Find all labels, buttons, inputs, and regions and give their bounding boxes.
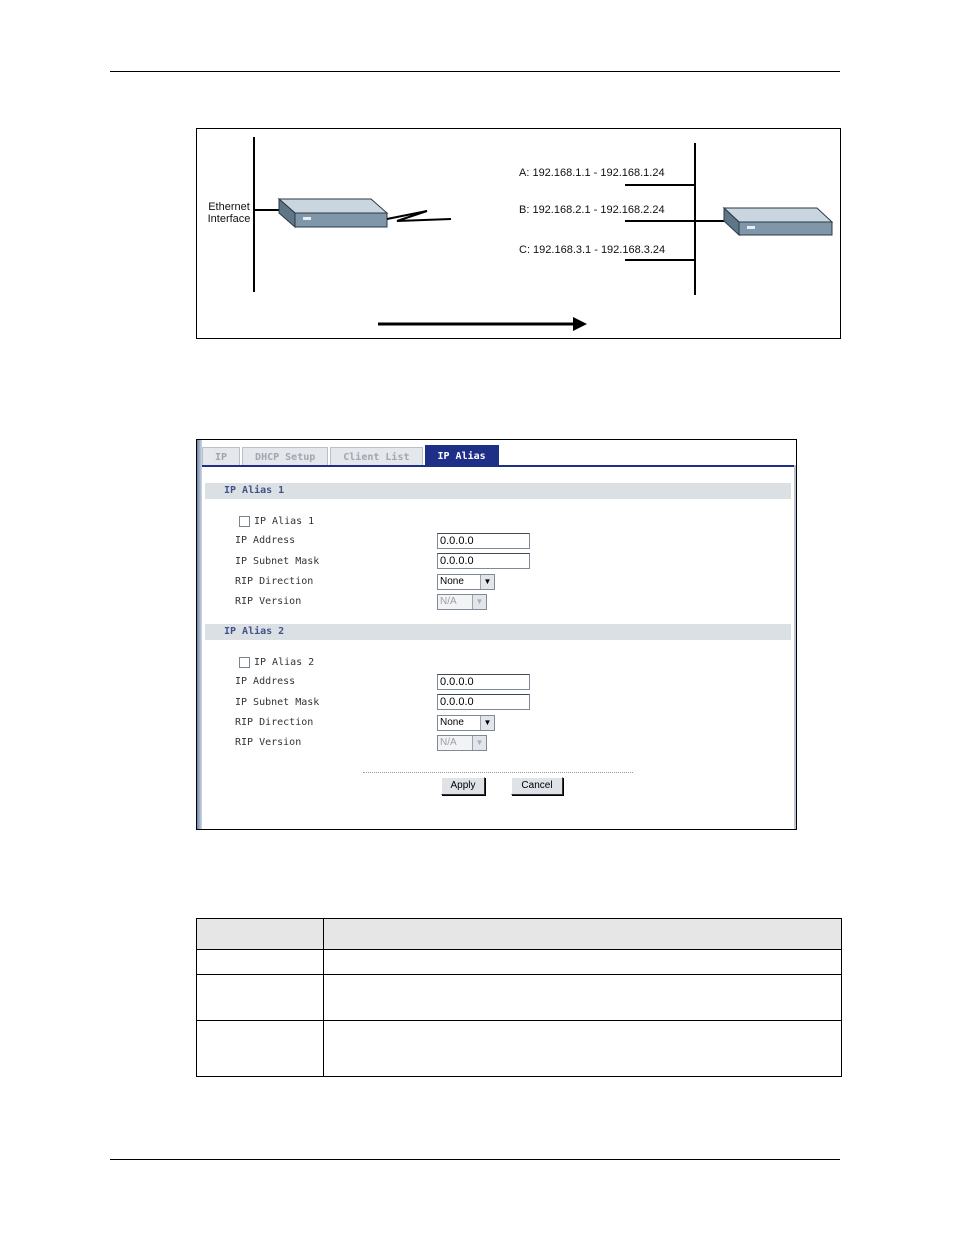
ip-alias-network-diagram	[196, 128, 841, 339]
ip-address-label: IP Address	[235, 535, 296, 546]
network-c-label: C: 192.168.3.1 - 192.168.3.24	[519, 244, 666, 256]
wan-link-zigzag	[387, 211, 451, 221]
table-row	[197, 950, 842, 975]
field-description-table	[196, 918, 842, 1077]
table-header-row	[197, 919, 842, 950]
table-cell	[197, 1021, 324, 1077]
ip-alias-2-rip-version-select	[437, 735, 487, 751]
network-b-label: B: 192.168.2.1 - 192.168.2.24	[519, 204, 665, 216]
chevron-down-icon: ▼	[472, 595, 486, 609]
left-frame-bar	[197, 440, 202, 829]
ip-alias-1-checkbox-label: IP Alias 1	[254, 516, 315, 527]
tab-ip-alias[interactable]: IP Alias	[425, 445, 499, 466]
ip-alias-1-checkbox-row	[239, 516, 314, 527]
rip-direction-value: None	[440, 576, 464, 587]
network-a-label: A: 192.168.1.1 - 192.168.1.24	[519, 167, 665, 179]
ip-alias-1-rip-direction-select[interactable]	[437, 574, 495, 590]
rip-version-value: N/A	[440, 596, 457, 607]
rip-version-label: RIP Version	[235, 596, 302, 607]
ip-alias-2-checkbox[interactable]	[239, 657, 250, 668]
section-header-ip-alias-1: IP Alias 1	[205, 483, 791, 499]
chevron-down-icon: ▼	[480, 716, 494, 730]
table-row	[197, 1021, 842, 1077]
table-cell	[324, 950, 842, 975]
apply-button[interactable]: Apply	[441, 777, 485, 795]
chevron-down-icon: ▼	[472, 736, 486, 750]
router-right-icon	[724, 208, 832, 235]
ip-alias-screen	[196, 439, 797, 830]
button-separator	[363, 772, 633, 773]
table-cell	[197, 975, 324, 1021]
tab-bar	[202, 445, 501, 466]
tab-underline	[202, 465, 794, 467]
table-cell	[197, 950, 324, 975]
rip-direction-label: RIP Direction	[235, 576, 314, 587]
right-frame-line	[794, 465, 796, 829]
ip-alias-1-checkbox[interactable]	[239, 516, 250, 527]
ip-address-label: IP Address	[235, 676, 296, 687]
table-header-cell	[197, 919, 324, 950]
rip-direction-label: RIP Direction	[235, 717, 314, 728]
header-rule	[110, 71, 840, 72]
ethernet-label-line2: Interface	[207, 213, 251, 225]
rip-version-value: N/A	[440, 737, 457, 748]
ethernet-label-line1: Ethernet	[208, 201, 250, 213]
rip-direction-value: None	[440, 717, 464, 728]
ip-alias-2-rip-direction-select[interactable]	[437, 715, 495, 731]
ip-alias-2-checkbox-row	[239, 657, 314, 668]
subnet-mask-label: IP Subnet Mask	[235, 556, 320, 567]
ip-alias-1-rip-version-select	[437, 594, 487, 610]
ip-alias-2-ip-address-input[interactable]: 0.0.0.0	[437, 674, 530, 690]
tab-ip[interactable]: IP	[202, 447, 240, 466]
rip-version-label: RIP Version	[235, 737, 302, 748]
footer-rule	[110, 1159, 840, 1160]
tab-dhcp-setup[interactable]: DHCP Setup	[242, 447, 328, 466]
ip-alias-1-subnet-mask-input[interactable]: 0.0.0.0	[437, 553, 530, 569]
diagram-canvas	[197, 129, 840, 338]
router-left-icon	[279, 199, 387, 227]
arrow-head-icon	[573, 317, 587, 331]
ip-alias-2-checkbox-label: IP Alias 2	[254, 657, 315, 668]
subnet-mask-label: IP Subnet Mask	[235, 697, 320, 708]
table-cell	[324, 1021, 842, 1077]
section-header-ip-alias-2: IP Alias 2	[205, 624, 791, 640]
cancel-button[interactable]: Cancel	[511, 777, 563, 795]
table-cell	[324, 975, 842, 1021]
table-row	[197, 975, 842, 1021]
ip-alias-2-subnet-mask-input[interactable]: 0.0.0.0	[437, 694, 530, 710]
ethernet-interface-label	[203, 201, 255, 225]
chevron-down-icon: ▼	[480, 575, 494, 589]
tab-client-list[interactable]: Client List	[330, 447, 422, 466]
table-header-cell	[324, 919, 842, 950]
ip-alias-1-ip-address-input[interactable]: 0.0.0.0	[437, 533, 530, 549]
